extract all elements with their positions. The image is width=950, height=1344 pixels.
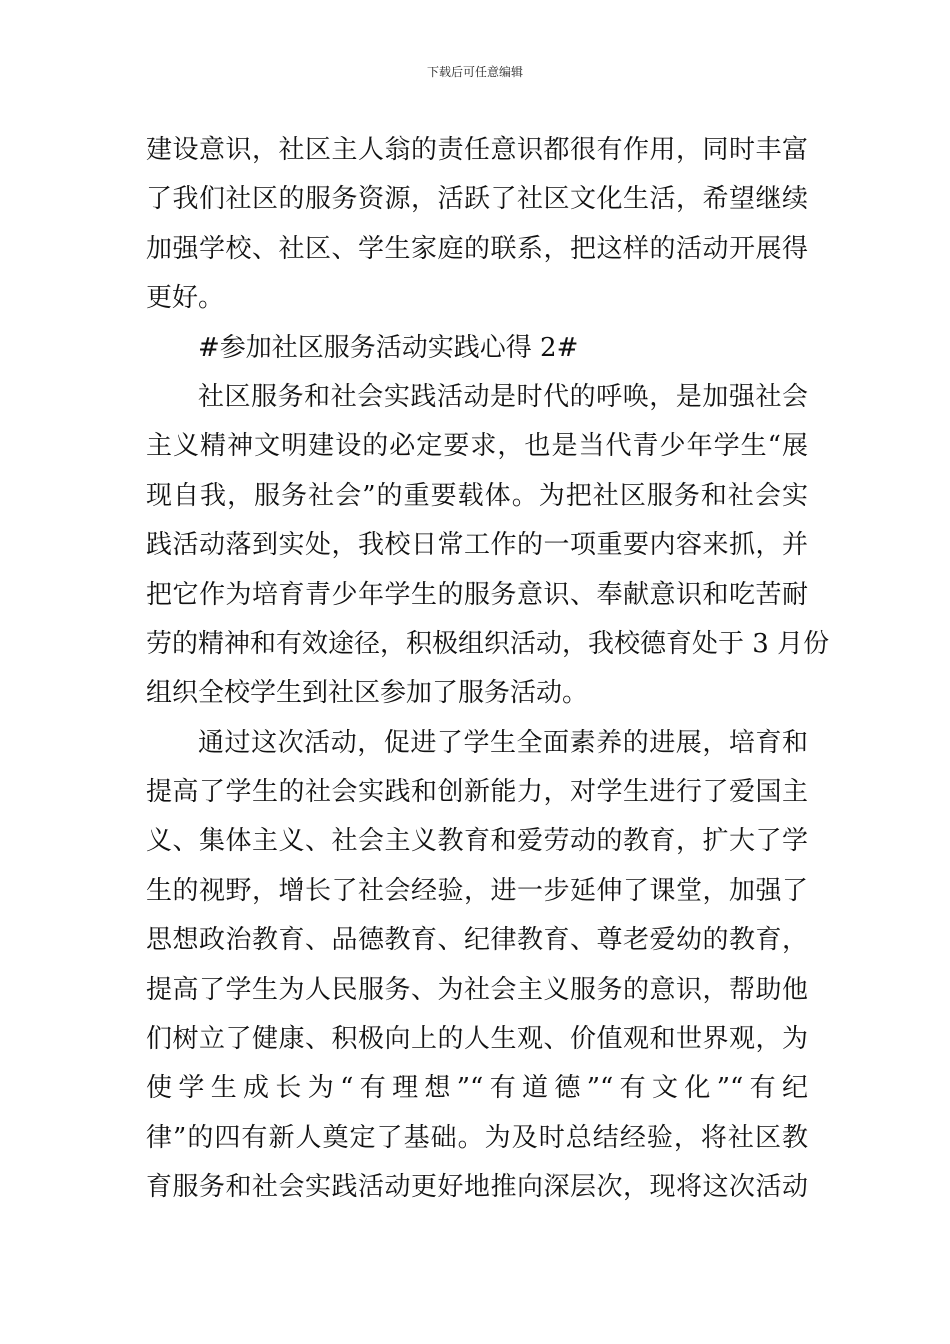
text-line: 把它作为培育青少年学生的服务意识、奉献意识和吃苦耐	[146, 579, 808, 610]
text-line: 主义精神文明建设的必定要求，也是当代青少年学生“展	[146, 431, 808, 462]
document-body	[146, 126, 830, 1213]
text-line: 提高了学生为人民服务、为社会主义服务的意识，帮助他	[146, 974, 808, 1005]
text-line: 律”的四有新人奠定了基础。为及时总结经验，将社区教	[146, 1122, 808, 1153]
text-line: 们树立了健康、积极向上的人生观、价值观和世界观，为	[146, 1024, 808, 1055]
text-line: 更好。	[146, 283, 225, 314]
text-line: 加强学校、社区、学生家庭的联系，把这样的活动开展得	[146, 233, 808, 264]
text-line: 社区服务和社会实践活动是时代的呼唤，是加强社会	[198, 381, 808, 412]
text-line: 组织全校学生到社区参加了服务活动。	[146, 678, 589, 709]
text-line: 生的视野，增长了社会经验，进一步延伸了课堂，加强了	[146, 875, 808, 906]
text-line: 使学生成长为“有理想”“有道德”“有文化”“有纪	[146, 1073, 808, 1104]
page-header: 下载后可任意编辑	[426, 65, 523, 79]
text-line: 义、集体主义、社会主义教育和爱劳动的教育，扩大了学	[146, 826, 808, 857]
section-heading: #参加社区服务活动实践心得 2#	[198, 332, 579, 363]
text-line: 现自我，服务社会”的重要载体。为把社区服务和社会实	[146, 480, 808, 511]
text-line: 育服务和社会实践活动更好地推向深层次，现将这次活动	[146, 1172, 808, 1203]
text-line: 劳的精神和有效途径，积极组织活动，我校德育处于 3 月份	[146, 628, 830, 659]
text-line: 思想政治教育、品德教育、纪律教育、尊老爱幼的教育，	[146, 925, 808, 956]
text-line: 践活动落到实处，我校日常工作的一项重要内容来抓，并	[146, 530, 808, 561]
text-line: 提高了学生的社会实践和创新能力，对学生进行了爱国主	[146, 777, 808, 808]
text-line: 了我们社区的服务资源，活跃了社区文化生活，希望继续	[146, 184, 808, 215]
text-line: 通过这次活动，促进了学生全面素养的进展，培育和	[198, 727, 808, 758]
text-line: 建设意识，社区主人翁的责任意识都很有作用，同时丰富	[146, 135, 808, 165]
